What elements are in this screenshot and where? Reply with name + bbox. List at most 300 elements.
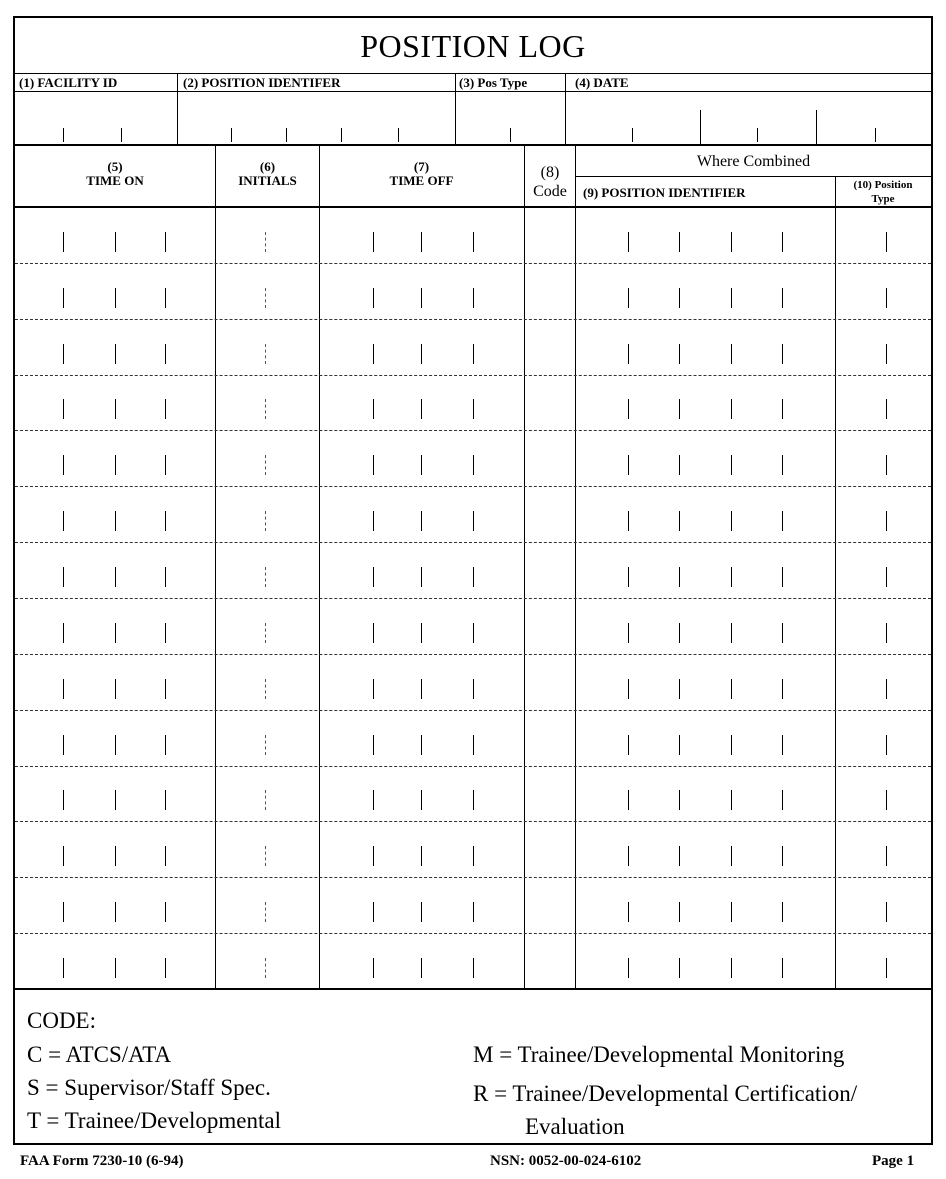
table-row xyxy=(15,543,931,599)
table-row xyxy=(15,487,931,543)
char-tick xyxy=(886,958,887,978)
char-tick xyxy=(782,846,783,866)
char-tick xyxy=(63,232,64,252)
time-off-cell[interactable] xyxy=(320,599,524,655)
char-tick xyxy=(265,790,266,810)
char-tick xyxy=(628,846,629,866)
table-row xyxy=(15,264,931,320)
char-tick xyxy=(265,455,266,475)
char-tick xyxy=(421,735,422,755)
char-tick xyxy=(373,567,374,587)
char-tick xyxy=(628,288,629,308)
position-type-cell[interactable] xyxy=(836,934,931,990)
char-tick xyxy=(115,288,116,308)
initials-header xyxy=(216,160,319,188)
time-on-cell[interactable] xyxy=(15,208,215,264)
initials-cell[interactable] xyxy=(216,711,319,767)
char-tick xyxy=(165,846,166,866)
position-type-cell[interactable] xyxy=(836,655,931,711)
char-tick xyxy=(679,511,680,531)
char-tick xyxy=(886,623,887,643)
initials-cell[interactable] xyxy=(216,264,319,320)
char-tick xyxy=(679,567,680,587)
position-identifier-cell[interactable] xyxy=(576,599,835,655)
char-tick xyxy=(679,790,680,810)
char-tick xyxy=(731,679,732,699)
char-tick xyxy=(421,455,422,475)
position-type-cell[interactable] xyxy=(836,711,931,767)
char-tick xyxy=(121,128,122,142)
position-identifier-cell[interactable] xyxy=(576,376,835,432)
code-cell[interactable] xyxy=(525,878,575,934)
time-off-cell[interactable] xyxy=(320,822,524,878)
char-tick xyxy=(731,399,732,419)
initials-cell[interactable] xyxy=(216,376,319,432)
char-tick xyxy=(782,679,783,699)
char-tick xyxy=(421,399,422,419)
time-on-cell[interactable] xyxy=(15,431,215,487)
char-tick xyxy=(373,902,374,922)
position-identifier-cell[interactable] xyxy=(576,208,835,264)
time-off-cell[interactable] xyxy=(320,878,524,934)
position-identifier-cell[interactable] xyxy=(576,711,835,767)
code-s: S = Supervisor/Staff Spec. xyxy=(27,1075,271,1100)
initials-cell[interactable] xyxy=(216,878,319,934)
char-tick xyxy=(886,232,887,252)
position-identifier-cell[interactable] xyxy=(576,767,835,823)
initials-cell[interactable] xyxy=(216,487,319,543)
char-tick xyxy=(63,567,64,587)
char-tick xyxy=(373,455,374,475)
char-tick xyxy=(165,679,166,699)
char-tick xyxy=(115,735,116,755)
char-tick xyxy=(628,567,629,587)
char-tick xyxy=(782,511,783,531)
char-tick xyxy=(373,399,374,419)
code-label: Code xyxy=(533,183,567,200)
position-type-cell[interactable] xyxy=(836,767,931,823)
time-on-header xyxy=(15,160,215,188)
initials-cell[interactable] xyxy=(216,767,319,823)
char-tick xyxy=(115,846,116,866)
char-tick xyxy=(782,735,783,755)
char-tick xyxy=(115,511,116,531)
time-off-cell[interactable] xyxy=(320,934,524,990)
char-tick xyxy=(886,735,887,755)
code-cell[interactable] xyxy=(525,264,575,320)
position-identifier-cell[interactable] xyxy=(576,878,835,934)
position-identifier-cell[interactable] xyxy=(576,822,835,878)
char-tick xyxy=(473,735,474,755)
time-on-cell[interactable] xyxy=(15,878,215,934)
time-off-number: (7) xyxy=(413,159,430,174)
pos-type-field[interactable] xyxy=(456,92,565,144)
char-tick xyxy=(731,232,732,252)
char-tick xyxy=(782,232,783,252)
char-tick xyxy=(63,902,64,922)
char-tick xyxy=(782,902,783,922)
code-cell[interactable] xyxy=(525,487,575,543)
time-on-cell[interactable] xyxy=(15,264,215,320)
time-off-cell[interactable] xyxy=(320,320,524,376)
where-combined-divider xyxy=(576,176,931,177)
time-on-cell[interactable] xyxy=(15,487,215,543)
code-cell[interactable] xyxy=(525,767,575,823)
table-row xyxy=(15,934,931,990)
title-divider xyxy=(15,73,931,74)
char-tick xyxy=(473,679,474,699)
char-tick xyxy=(115,455,116,475)
position-type-header xyxy=(835,178,931,206)
time-on-number: (5) xyxy=(107,159,123,174)
code-cell[interactable] xyxy=(525,599,575,655)
position-identifier-cell[interactable] xyxy=(576,264,835,320)
char-tick xyxy=(679,399,680,419)
char-tick xyxy=(679,623,680,643)
char-tick xyxy=(265,958,266,978)
pos-type-label: (3) Pos Type xyxy=(459,75,528,90)
date-label: (4) DATE xyxy=(575,75,629,90)
char-tick xyxy=(373,232,374,252)
code-cell[interactable] xyxy=(525,543,575,599)
char-tick xyxy=(265,902,266,922)
position-type-cell[interactable] xyxy=(836,822,931,878)
char-tick xyxy=(421,344,422,364)
form-number: FAA Form 7230-10 (6-94) xyxy=(20,1153,184,1169)
table-row xyxy=(15,208,931,264)
initials-cell[interactable] xyxy=(216,599,319,655)
char-tick xyxy=(265,288,266,308)
char-tick xyxy=(373,288,374,308)
char-tick xyxy=(115,958,116,978)
char-tick xyxy=(886,790,887,810)
time-on-cell[interactable] xyxy=(15,711,215,767)
code-cell[interactable] xyxy=(525,431,575,487)
char-tick xyxy=(165,790,166,810)
time-on-cell[interactable] xyxy=(15,320,215,376)
code-header xyxy=(525,163,575,201)
position-type-cell[interactable] xyxy=(836,431,931,487)
position-identifier-cell[interactable] xyxy=(576,934,835,990)
position-log-form xyxy=(13,16,933,990)
code-cell[interactable] xyxy=(525,655,575,711)
char-tick xyxy=(473,623,474,643)
char-tick xyxy=(165,399,166,419)
char-tick xyxy=(421,623,422,643)
facility-id-field[interactable] xyxy=(15,92,177,144)
code-cell[interactable] xyxy=(525,376,575,432)
char-tick xyxy=(165,455,166,475)
char-tick xyxy=(679,288,680,308)
position-type-cell[interactable] xyxy=(836,208,931,264)
char-tick xyxy=(731,344,732,364)
table-row xyxy=(15,431,931,487)
time-off-cell[interactable] xyxy=(320,264,524,320)
table-row xyxy=(15,767,931,823)
char-tick xyxy=(115,399,116,419)
char-tick xyxy=(165,511,166,531)
position-type-label-2: Type xyxy=(871,193,895,205)
char-tick xyxy=(63,288,64,308)
char-tick xyxy=(473,399,474,419)
char-tick xyxy=(473,511,474,531)
table-row xyxy=(15,599,931,655)
time-on-cell[interactable] xyxy=(15,822,215,878)
char-tick xyxy=(782,567,783,587)
char-tick xyxy=(373,790,374,810)
code-number: (8) xyxy=(540,164,560,181)
position-type-cell[interactable] xyxy=(836,264,931,320)
char-tick xyxy=(165,902,166,922)
char-tick xyxy=(886,679,887,699)
char-tick xyxy=(473,288,474,308)
code-legend xyxy=(13,990,933,1145)
char-tick xyxy=(886,567,887,587)
char-tick xyxy=(731,455,732,475)
time-on-cell[interactable] xyxy=(15,934,215,990)
char-tick xyxy=(165,623,166,643)
char-tick xyxy=(628,902,629,922)
char-tick xyxy=(115,902,116,922)
char-tick xyxy=(628,399,629,419)
char-tick xyxy=(63,790,64,810)
code-m: M = Trainee/Developmental Monitoring xyxy=(473,1042,845,1067)
char-tick xyxy=(473,902,474,922)
table-row xyxy=(15,655,931,711)
position-type-cell[interactable] xyxy=(836,878,931,934)
char-tick xyxy=(63,735,64,755)
char-tick xyxy=(886,399,887,419)
char-tick xyxy=(473,846,474,866)
position-type-cell[interactable] xyxy=(836,320,931,376)
char-tick xyxy=(875,128,876,142)
char-tick xyxy=(679,902,680,922)
initials-cell[interactable] xyxy=(216,655,319,711)
initials-cell[interactable] xyxy=(216,208,319,264)
char-tick xyxy=(373,846,374,866)
char-tick xyxy=(731,846,732,866)
char-tick xyxy=(115,790,116,810)
char-tick xyxy=(679,679,680,699)
char-tick xyxy=(265,344,266,364)
table-row xyxy=(15,822,931,878)
char-tick xyxy=(115,567,116,587)
time-off-cell[interactable] xyxy=(320,208,524,264)
section-divider xyxy=(15,144,931,146)
char-tick xyxy=(473,958,474,978)
char-tick xyxy=(341,128,342,142)
char-tick xyxy=(421,679,422,699)
char-tick xyxy=(731,790,732,810)
char-tick xyxy=(63,679,64,699)
char-tick xyxy=(421,902,422,922)
position-identifier-cell[interactable] xyxy=(576,655,835,711)
char-tick xyxy=(731,567,732,587)
char-tick xyxy=(165,567,166,587)
char-tick xyxy=(886,288,887,308)
time-on-cell[interactable] xyxy=(15,376,215,432)
position-type-cell[interactable] xyxy=(836,543,931,599)
char-tick xyxy=(782,958,783,978)
char-tick xyxy=(628,623,629,643)
char-tick xyxy=(286,128,287,142)
nsn-number: NSN: 0052-00-024-6102 xyxy=(490,1153,642,1169)
char-tick xyxy=(115,232,116,252)
char-tick xyxy=(373,623,374,643)
initials-cell[interactable] xyxy=(216,431,319,487)
code-c: C = ATCS/ATA xyxy=(27,1042,172,1067)
time-on-cell[interactable] xyxy=(15,655,215,711)
time-off-label: TIME OFF xyxy=(389,173,454,188)
table-row xyxy=(15,320,931,376)
char-tick xyxy=(63,399,64,419)
char-tick xyxy=(115,344,116,364)
char-tick xyxy=(165,232,166,252)
time-off-cell[interactable] xyxy=(320,655,524,711)
char-tick xyxy=(265,399,266,419)
time-off-cell[interactable] xyxy=(320,543,524,599)
table-row xyxy=(15,376,931,432)
table-row xyxy=(15,711,931,767)
char-tick xyxy=(757,128,758,142)
char-tick xyxy=(628,735,629,755)
char-tick xyxy=(265,679,266,699)
initials-cell[interactable] xyxy=(216,320,319,376)
time-off-cell[interactable] xyxy=(320,376,524,432)
char-tick xyxy=(63,958,64,978)
code-t: T = Trainee/Developmental xyxy=(27,1108,281,1133)
time-on-cell[interactable] xyxy=(15,543,215,599)
page-number: Page 1 xyxy=(872,1153,915,1169)
position-identifier-cell[interactable] xyxy=(576,487,835,543)
char-tick xyxy=(510,128,511,142)
char-tick xyxy=(628,455,629,475)
table-row xyxy=(15,878,931,934)
char-tick xyxy=(265,735,266,755)
char-tick xyxy=(473,790,474,810)
time-off-cell[interactable] xyxy=(320,487,524,543)
position-identifier-cell[interactable] xyxy=(576,543,835,599)
time-on-cell[interactable] xyxy=(15,599,215,655)
char-tick xyxy=(398,128,399,142)
initials-cell[interactable] xyxy=(216,822,319,878)
initials-number: (6) xyxy=(259,159,276,174)
position-type-cell[interactable] xyxy=(836,376,931,432)
char-tick xyxy=(731,511,732,531)
char-tick xyxy=(679,958,680,978)
char-tick xyxy=(473,567,474,587)
code-r-line2: Evaluation xyxy=(525,1114,625,1139)
char-tick xyxy=(165,735,166,755)
char-tick xyxy=(782,288,783,308)
char-tick xyxy=(373,735,374,755)
char-tick xyxy=(265,232,266,252)
char-tick xyxy=(782,344,783,364)
char-tick xyxy=(421,790,422,810)
char-tick xyxy=(679,846,680,866)
char-tick xyxy=(473,455,474,475)
position-identifier-field[interactable] xyxy=(178,92,455,144)
char-tick xyxy=(782,790,783,810)
time-off-cell[interactable] xyxy=(320,767,524,823)
char-tick xyxy=(63,455,64,475)
char-tick xyxy=(886,902,887,922)
position-type-cell[interactable] xyxy=(836,599,931,655)
time-off-header xyxy=(320,160,523,188)
position-type-label-1: (10) Position xyxy=(853,179,913,191)
char-tick xyxy=(731,958,732,978)
date-field[interactable] xyxy=(566,92,931,144)
char-tick xyxy=(731,288,732,308)
char-tick xyxy=(63,128,64,142)
char-tick xyxy=(782,455,783,475)
initials-cell[interactable] xyxy=(216,543,319,599)
time-off-cell[interactable] xyxy=(320,431,524,487)
position-identifier-label: (2) POSITION IDENTIFER xyxy=(183,75,341,90)
facility-id-label: (1) FACILITY ID xyxy=(19,75,118,90)
where-combined-header: Where Combined xyxy=(696,153,811,170)
code-cell[interactable] xyxy=(525,711,575,767)
char-tick xyxy=(165,958,166,978)
char-tick xyxy=(63,344,64,364)
code-cell[interactable] xyxy=(525,822,575,878)
code-cell[interactable] xyxy=(525,208,575,264)
date-segment-divider xyxy=(700,110,701,144)
code-cell[interactable] xyxy=(525,934,575,990)
position-identifier-column-label: (9) POSITION IDENTIFIER xyxy=(583,185,746,200)
time-on-label: TIME ON xyxy=(86,173,144,188)
char-tick xyxy=(632,128,633,142)
initials-cell[interactable] xyxy=(216,934,319,990)
char-tick xyxy=(473,232,474,252)
time-on-cell[interactable] xyxy=(15,767,215,823)
char-tick xyxy=(165,288,166,308)
char-tick xyxy=(782,623,783,643)
char-tick xyxy=(63,511,64,531)
position-identifier-cell[interactable] xyxy=(576,320,835,376)
char-tick xyxy=(265,567,266,587)
char-tick xyxy=(231,128,232,142)
char-tick xyxy=(373,679,374,699)
date-segment-divider xyxy=(816,110,817,144)
char-tick xyxy=(731,735,732,755)
form-title: POSITION LOG xyxy=(360,28,586,64)
char-tick xyxy=(265,511,266,531)
code-heading: CODE: xyxy=(27,1008,96,1033)
char-tick xyxy=(886,511,887,531)
char-tick xyxy=(165,344,166,364)
char-tick xyxy=(886,344,887,364)
char-tick xyxy=(115,679,116,699)
char-tick xyxy=(628,511,629,531)
position-identifier-cell[interactable] xyxy=(576,431,835,487)
char-tick xyxy=(265,623,266,643)
char-tick xyxy=(679,232,680,252)
char-tick xyxy=(421,232,422,252)
char-tick xyxy=(679,455,680,475)
char-tick xyxy=(421,958,422,978)
char-tick xyxy=(628,232,629,252)
char-tick xyxy=(63,623,64,643)
time-off-cell[interactable] xyxy=(320,711,524,767)
char-tick xyxy=(628,679,629,699)
position-type-cell[interactable] xyxy=(836,487,931,543)
code-r-line1: R = Trainee/Developmental Certification/ xyxy=(473,1081,858,1106)
char-tick xyxy=(265,846,266,866)
code-cell[interactable] xyxy=(525,320,575,376)
char-tick xyxy=(886,455,887,475)
char-tick xyxy=(679,344,680,364)
